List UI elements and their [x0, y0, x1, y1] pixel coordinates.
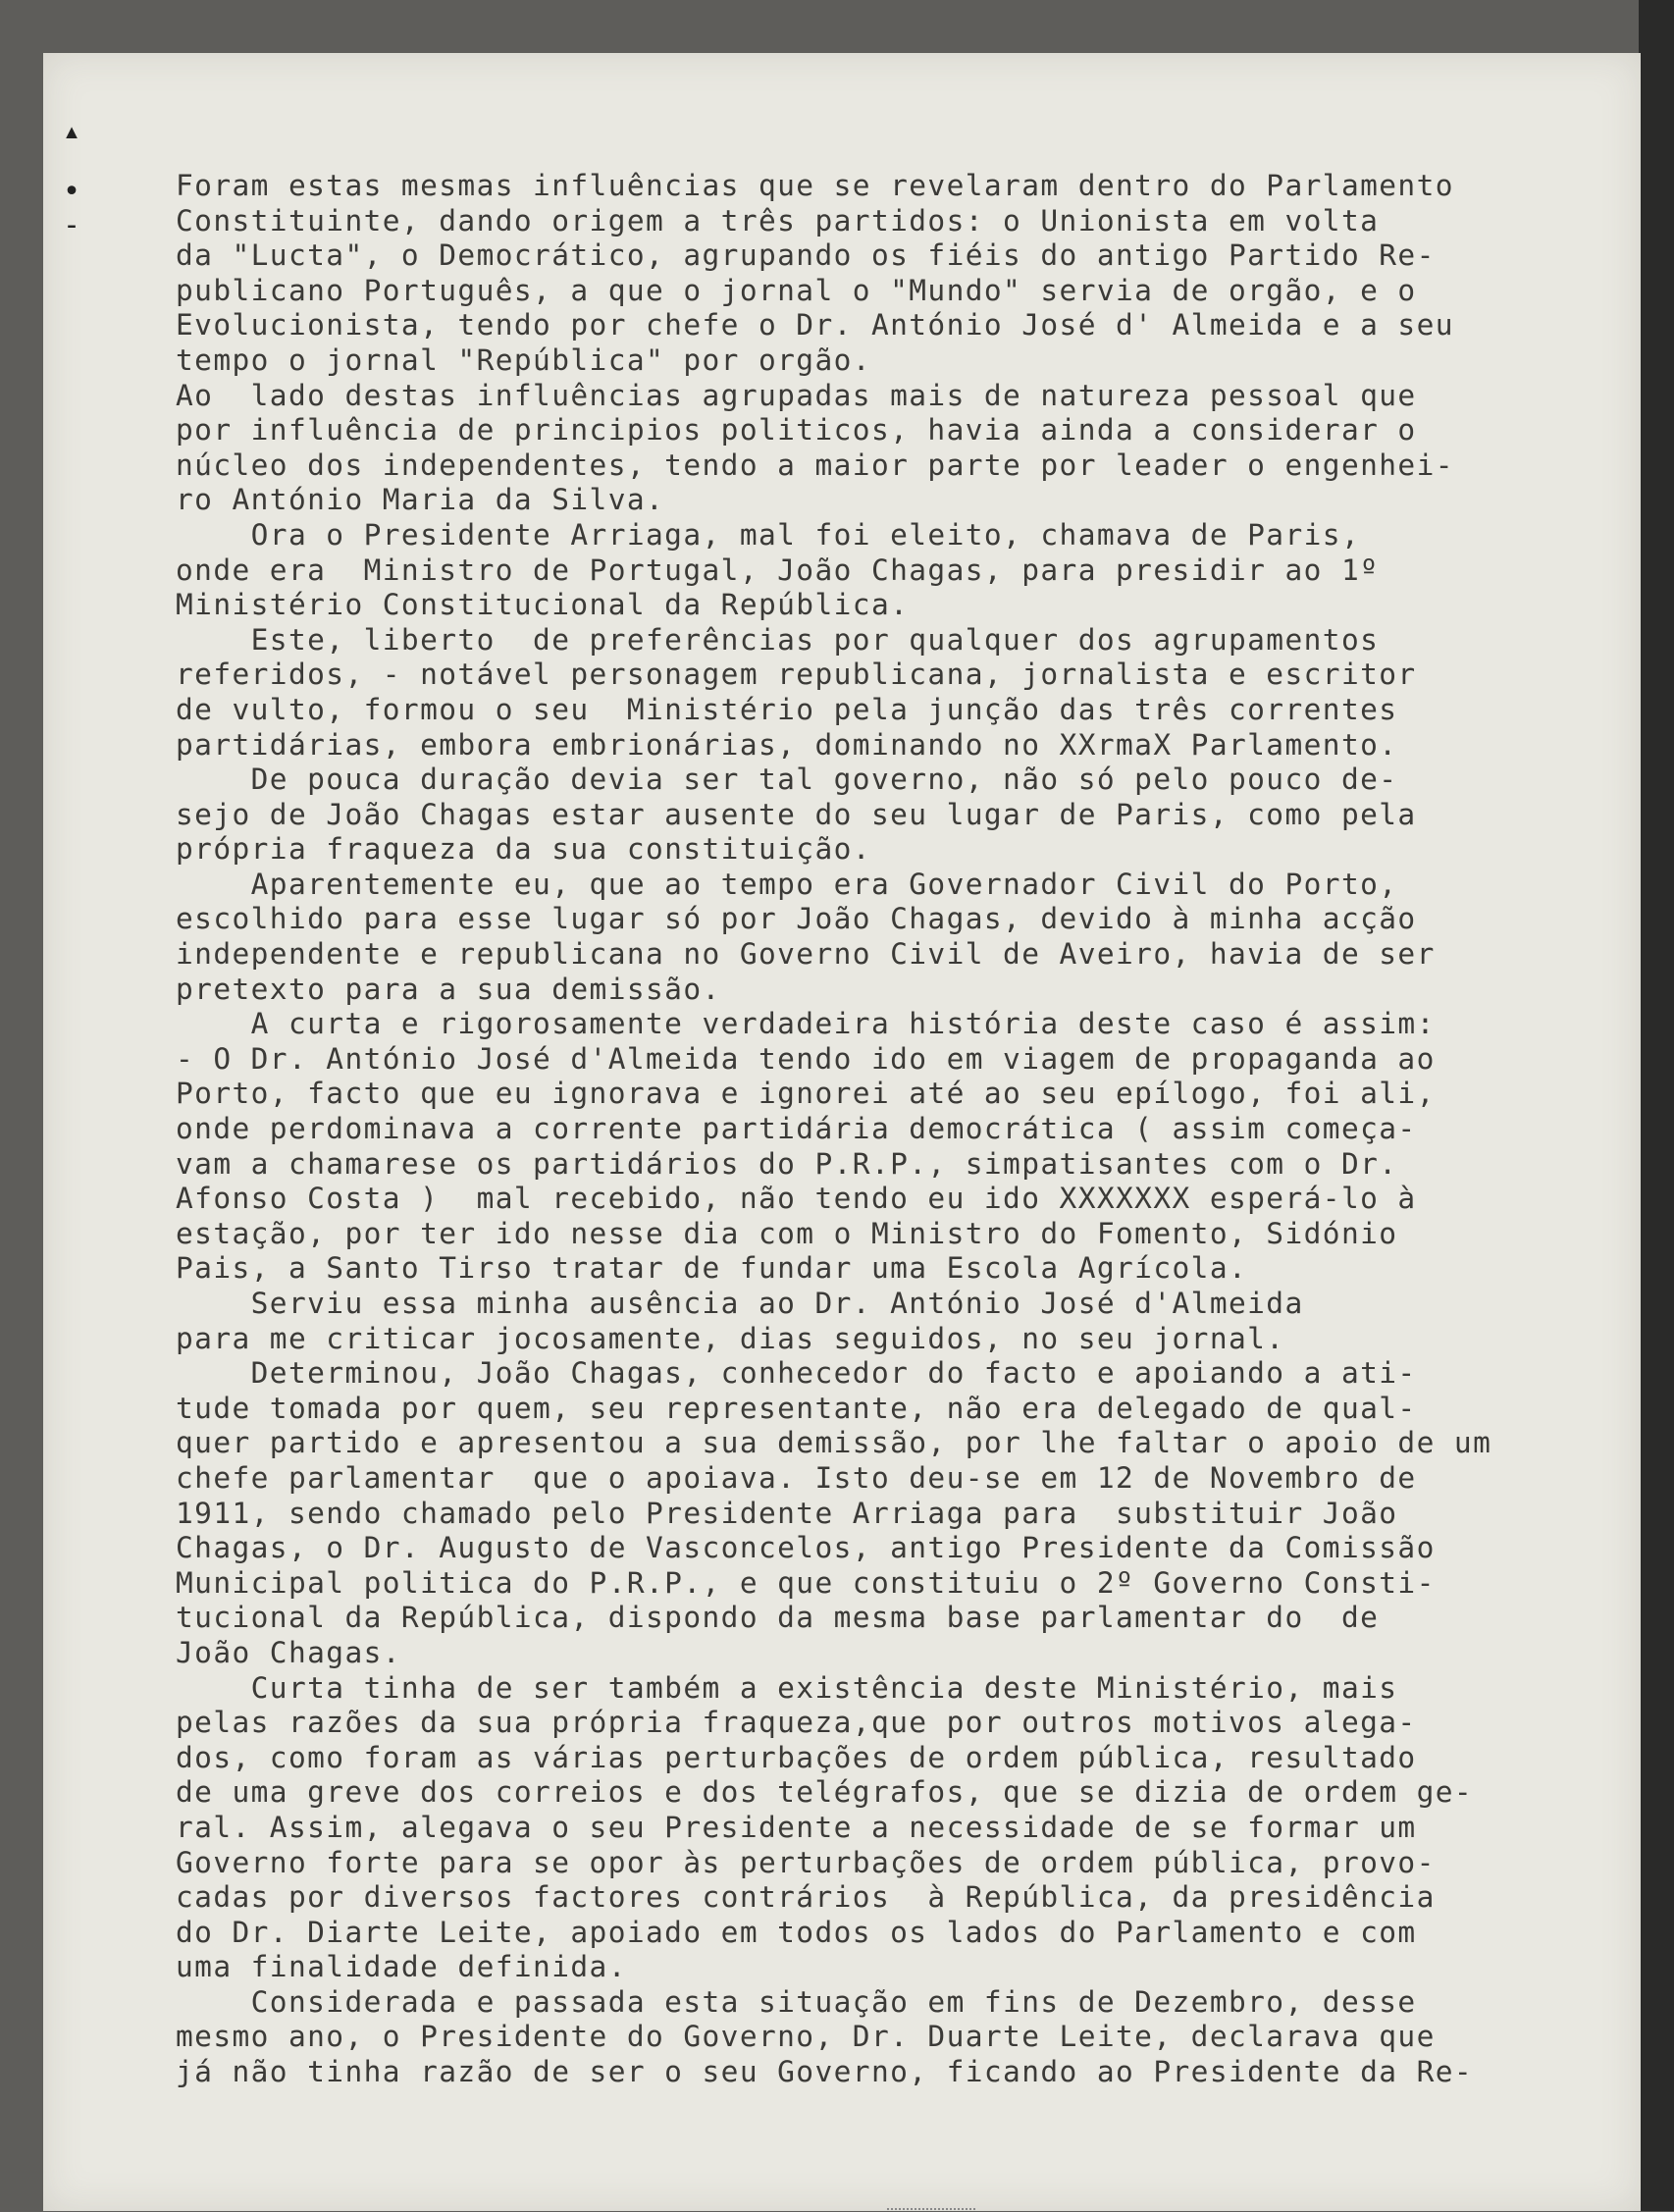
- text-line: A curta e rigorosamente verdadeira história deste caso é assim:: [176, 1007, 1436, 1041]
- text-line: quer partido e apresentou a sua demissão, por lhe faltar o apoio de um: [176, 1426, 1492, 1460]
- text-line: de uma greve dos correios e dos telégrafos, que se dizia de ordem ge-: [176, 1775, 1474, 1810]
- text-line: estação, por ter ido nesse dia com o Ministro do Fomento, Sidónio: [176, 1216, 1398, 1250]
- text-line: Ora o Presidente Arriaga, mal foi eleito, chamava de Paris,: [176, 517, 1361, 552]
- text-line: Aparentemente eu, que ao tempo era Governador Civil do Porto,: [176, 867, 1398, 901]
- text-line: 1911, sendo chamado pelo Presidente Arriaga para substituir João: [176, 1496, 1398, 1530]
- text-line: onde era Ministro de Portugal, João Chagas, para presidir ao 1º: [176, 553, 1380, 587]
- text-line: cadas por diversos factores contrários à República, da presidência: [176, 1880, 1436, 1915]
- text-line: escolhido para esse lugar só por João Chagas, devido à minha acção: [176, 902, 1417, 936]
- text-line: sejo de João Chagas estar ausente do seu lugar de Paris, como pela: [176, 797, 1417, 831]
- text-line: Governo forte para se opor às perturbações de ordem pública, provo-: [176, 1845, 1436, 1879]
- text-line: Ao lado destas influências agrupadas mais de natureza pessoal que: [176, 378, 1417, 412]
- text-line: Determinou, João Chagas, conhecedor do facto e apoiando a ati-: [176, 1356, 1417, 1391]
- text-line: tempo o jornal "República" por orgão.: [176, 342, 871, 377]
- scanner-edge: [1639, 0, 1674, 2211]
- text-line: Afonso Costa ) mal recebido, não tendo eu ido XXXXXXX esperá-lo à: [176, 1182, 1417, 1216]
- text-line: da "Lucta", o Democrático, agrupando os fiéis do antigo Partido Re-: [176, 238, 1436, 273]
- margin-mark: -: [63, 208, 81, 242]
- text-line: pelas razões da sua própria fraqueza,que por outros motivos alega-: [176, 1706, 1417, 1740]
- text-line: ral. Assim, alegava o seu Presidente a necessidade de se formar um: [176, 1810, 1417, 1844]
- text-line: vam a chamarese os partidários do P.R.P., simpatisantes com o Dr.: [176, 1146, 1398, 1181]
- text-line: ro António Maria da Silva.: [176, 483, 665, 517]
- text-line: publicano Português, a que o jornal o "Mundo" servia de orgão, e o: [176, 273, 1417, 307]
- margin-marks: [63, 112, 80, 245]
- text-line: pretexto para a sua demissão.: [176, 972, 721, 1006]
- text-line: uma finalidade definida.: [176, 1950, 627, 1984]
- text-line: Serviu essa minha ausência ao Dr. António José d'Almeida: [176, 1287, 1304, 1320]
- text-line: onde perdominava a corrente partidária democrática ( assim começa-: [176, 1112, 1417, 1146]
- text-line: Porto, facto que eu ignorava e ignorei até ao seu epílogo, foi ali,: [176, 1077, 1436, 1111]
- text-line: já não tinha razão de ser o seu Governo, ficando ao Presidente da Re-: [176, 2055, 1474, 2089]
- text-line: Evolucionista, tendo por chefe o Dr. António José d' Almeida e a seu: [176, 308, 1454, 342]
- text-line: para me criticar jocosamente, dias seguidos, no seu jornal.: [176, 1321, 1285, 1355]
- text-line: João Chagas.: [176, 1635, 401, 1669]
- text-line: dos, como foram as várias perturbações de ordem pública, resultado: [176, 1740, 1417, 1774]
- text-line: independente e republicana no Governo Civil de Aveiro, havia de ser: [176, 937, 1436, 972]
- typed-text-body: [176, 169, 1598, 2090]
- text-line: chefe parlamentar que o apoiava. Isto deu-se em 12 de Novembro de: [176, 1460, 1417, 1495]
- text-line: tude tomada por quem, seu representante, não era delegado de qual-: [176, 1391, 1417, 1425]
- text-line: por influência de principios politicos, havia ainda a considerar o: [176, 413, 1417, 448]
- document-page: [43, 53, 1641, 2211]
- text-line: referidos, - notável personagem republicana, jornalista e escritor: [176, 658, 1417, 692]
- text-line: Ministério Constitucional da República.: [176, 588, 910, 622]
- text-line: Chagas, o Dr. Augusto de Vasconcelos, antigo Presidente da Comissão: [176, 1531, 1436, 1565]
- text-line: de vulto, formou o seu Ministério pela junção das três correntes: [176, 692, 1398, 726]
- text-line: do Dr. Diarte Leite, apoiado em todos os lados do Parlamento e com: [176, 1915, 1417, 1949]
- margin-mark: ▴: [63, 114, 81, 148]
- text-line: De pouca duração devia ser tal governo, não só pelo pouco de-: [176, 763, 1398, 797]
- text-line: Considerada e passada esta situação em fins de Dezembro, desse: [176, 1984, 1417, 2019]
- text-line: Constituinte, dando origem a três partidos: o Unionista em volta: [176, 203, 1380, 237]
- text-line: núcleo dos independentes, tendo a maior parte por leader o engenhei-: [176, 448, 1454, 482]
- text-line: Foram estas mesmas influências que se revelaram dentro do Parlamento: [176, 169, 1454, 202]
- page-edge-mark: [887, 2208, 975, 2212]
- text-line: - O Dr. António José d'Almeida tendo ido em viagem de propaganda ao: [176, 1041, 1436, 1076]
- text-line: partidárias, embora embrionárias, dominando no XXrmaX Parlamento.: [176, 727, 1398, 762]
- text-line: Curta tinha de ser também a existência deste Ministério, mais: [176, 1670, 1398, 1705]
- text-line: mesmo ano, o Presidente do Governo, Dr. Duarte Leite, declarava que: [176, 2020, 1436, 2054]
- text-line: Este, liberto de preferências por qualquer dos agrupamentos: [176, 622, 1380, 657]
- text-line: Municipal politica do P.R.P., e que constituiu o 2º Governo Consti-: [176, 1565, 1436, 1600]
- text-line: Pais, a Santo Tirso tratar de fundar uma Escola Agrícola.: [176, 1251, 1248, 1286]
- margin-mark: •: [63, 175, 81, 209]
- text-line: tucional da República, dispondo da mesma base parlamentar do de: [176, 1601, 1380, 1635]
- text-line: própria fraqueza da sua constituição.: [176, 832, 871, 867]
